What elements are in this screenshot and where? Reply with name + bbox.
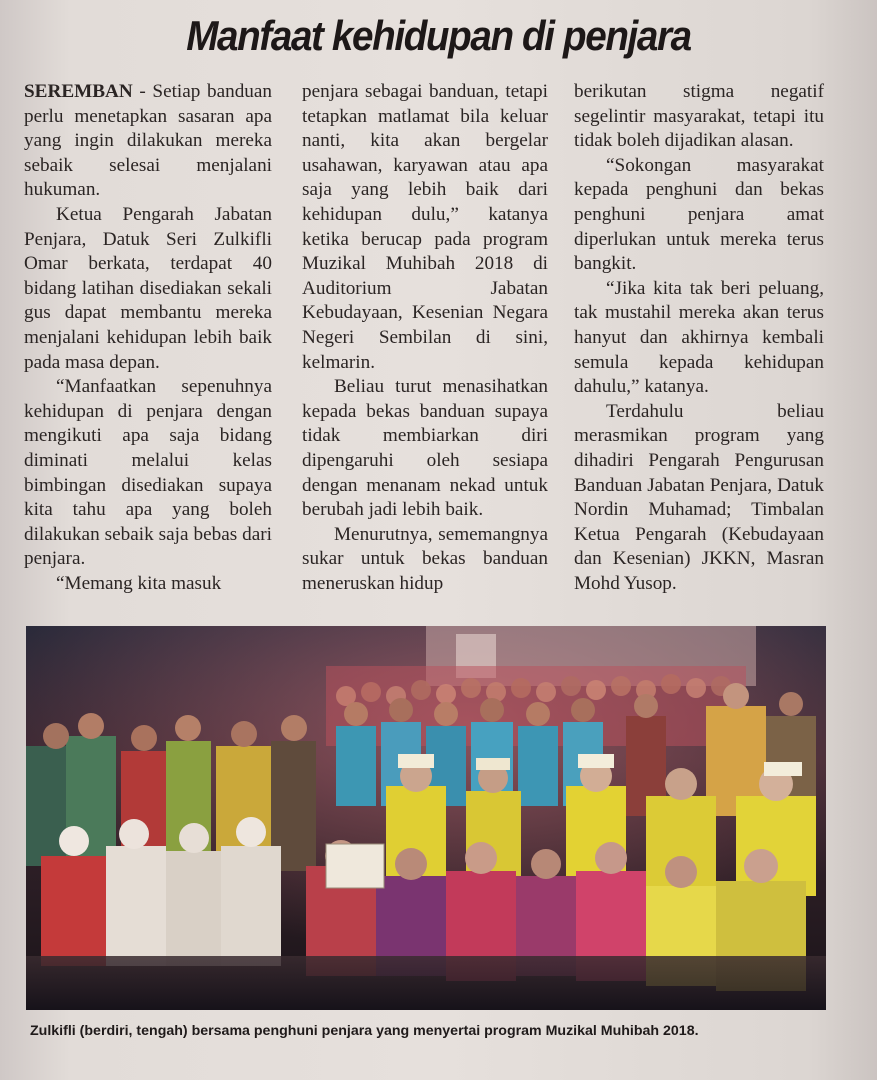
- group-photo-illustration: [26, 626, 826, 1010]
- article-paragraph: penjara sebagai banduan, tetapi tetapkan matlamat bila keluar nanti, kita akan bergelar usahawan, karyawan atau apa saja yang lebih baik dari kehidupan dulu,” katanya ketika berucap pada program Muzikal Muhibah 2018 di Auditorium Jabatan Kebudayaan, Kesenian Negara Negeri Sembilan di sini, kelmarin.: [302, 81, 548, 373]
- article-paragraph: Beliau turut menasihatkan kepada bekas banduan supaya tidak membiarkan diri dipengaruhi oleh sesiapa dengan menanam nekad untuk berubah jadi lebih baik.: [302, 376, 548, 521]
- article-paragraph: [24, 80, 272, 203]
- article-column-2: [302, 80, 548, 596]
- article-paragraph: “Memang kita masuk: [56, 572, 222, 594]
- group-photo: [26, 626, 826, 1010]
- paragraph-text: - Setiap banduan perlu menetapkan sasaran apa yang ingin dilakukan mereka sebaik selesai menjalani hukuman.: [24, 81, 272, 201]
- article-paragraph: “Sokongan masyarakat kepada penghuni dan bekas penghuni penjara amat diperlukan untuk mereka terus bangkit.: [574, 154, 824, 275]
- dateline: SEREMBAN: [24, 81, 133, 102]
- article-paragraph: Terdahulu beliau merasmikan program yang dihadiri Pengarah Pengurusan Banduan Jabatan Penjara, Datuk Nordin Muhamad; Timbalan Ketua Pengarah (Kebudayaan dan Kesenian) JKKN, Masran Mohd Yusop.: [574, 400, 824, 594]
- article-paragraph: “Manfaatkan sepenuhnya kehidupan di penjara dengan mengikuti apa saja bidang diminati melalui kelas bimbingan disediakan supaya kita tahu apa yang boleh dilakukan sebaik saja bebas dari penjara.: [24, 376, 272, 570]
- article-column-1: [24, 80, 272, 596]
- article-column-3: [574, 80, 824, 596]
- headline: Manfaat kehidupan di penjara: [186, 12, 691, 59]
- article-paragraph: Menurutnya, sememangnya sukar untuk bekas banduan meneruskan hidup: [302, 523, 548, 594]
- article-paragraph: “Jika kita tak beri peluang, tak mustahil mereka akan terus hanyut dan akhirnya kembali semula kepada kehidupan dahulu,” katanya.: [574, 277, 824, 398]
- article-paragraph: Ketua Pengarah Jabatan Penjara, Datuk Seri Zulkifli Omar berkata, terdapat 40 bidang latihan disediakan sekali gus dapat membantu mereka menjalani kehidupan lebih baik pada masa depan.: [24, 203, 272, 373]
- article-paragraph: berikutan stigma negatif segelintir masyarakat, tetapi itu tidak boleh dijadikan alasan.: [574, 81, 824, 152]
- photo-caption: Zulkifli (berdiri, tengah) bersama penghuni penjara yang menyertai program Muzikal Muhibah 2018.: [30, 1023, 699, 1039]
